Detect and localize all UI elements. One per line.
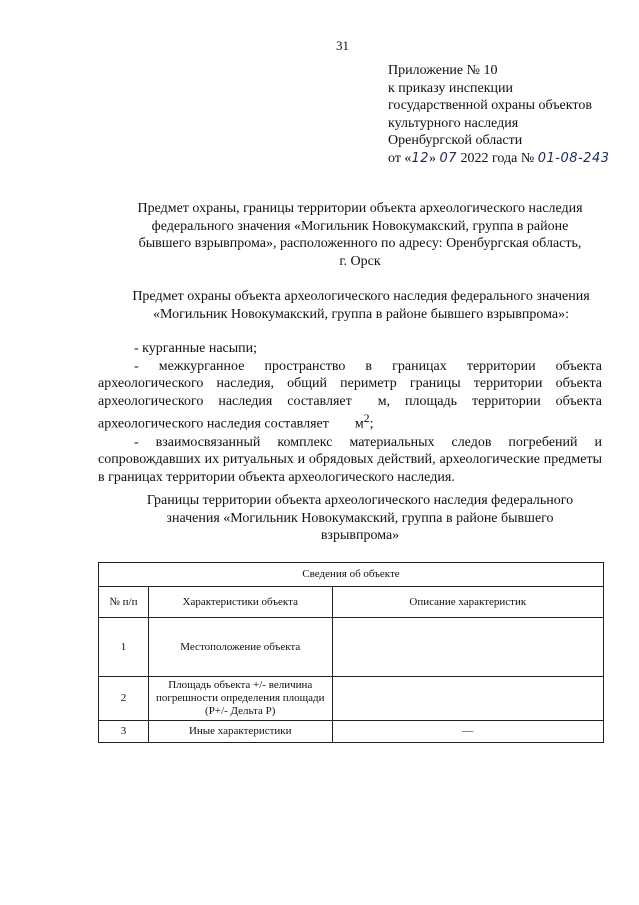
- heading-line: взрывпрома»: [320, 528, 400, 543]
- section-heading-boundaries: [100, 492, 620, 545]
- row-description: —: [332, 721, 603, 743]
- appendix-line: Оренбургской области: [388, 133, 523, 148]
- table-row: [99, 618, 604, 677]
- appendix-line: Приложение № 10: [388, 63, 498, 78]
- heading-line: значения «Могильник Новокумакский, группа в районе бывшего: [166, 510, 554, 526]
- appendix-header: [388, 62, 628, 167]
- row-number: 1: [99, 618, 149, 677]
- object-info-table: [98, 562, 604, 743]
- list-item: [98, 358, 602, 434]
- title-line: федерального значения «Могильник Новокумакский, группа в районе: [151, 218, 569, 234]
- document-title: [100, 200, 620, 270]
- item-text: м, площадь территории объекта археологического наследия составляет: [98, 393, 602, 433]
- list-item: - курганные насыпи;: [134, 341, 258, 356]
- table-caption-row: [99, 563, 604, 587]
- page-number: 31: [336, 38, 349, 53]
- row-description: [332, 618, 603, 677]
- column-header: Описание характеристик: [332, 587, 603, 618]
- day-suffix: »: [428, 150, 440, 166]
- appendix-line: к приказу инспекции: [388, 80, 514, 96]
- unit-text: м: [354, 417, 364, 433]
- handwritten-order-number: 01-08-243: [537, 150, 610, 166]
- table-caption: Сведения об объекте: [99, 563, 604, 587]
- row-description: [332, 677, 603, 721]
- item-end: ;: [369, 417, 374, 433]
- row-characteristic: Местоположение объекта: [148, 618, 332, 677]
- handwritten-month: 07: [439, 150, 458, 166]
- appendix-line: культурного наследия: [388, 115, 519, 131]
- heading-line: Предмет охраны объекта археологического наследия федерального значения: [132, 289, 590, 304]
- heading-line: «Могильник Новокумакский, группа в районе бывшего взрывпрома»:: [152, 306, 570, 322]
- title-line: бывшего взрывпрома», расположенного по адресу: Оренбургская область,: [138, 236, 582, 251]
- protection-items: [98, 340, 602, 486]
- row-number: 2: [99, 677, 149, 721]
- appendix-date-line: [388, 150, 628, 168]
- section-heading-protection: [96, 288, 626, 323]
- item-text: - межкурганное пространство в границах территории объекта археологического наследия, общий периметр границы территории объекта археологического наследия составляет: [98, 358, 602, 409]
- date-prefix: от «: [388, 150, 412, 166]
- year-text: 2022 года №: [457, 150, 538, 166]
- row-number: 3: [99, 721, 149, 743]
- title-line: Предмет охраны, границы территории объекта археологического наследия: [137, 201, 583, 216]
- table-header-row: [99, 587, 604, 618]
- handwritten-day: 12: [411, 150, 429, 166]
- unit-superscript: 2: [363, 412, 370, 426]
- table-row: [99, 721, 604, 743]
- column-header: № п/п: [99, 587, 149, 618]
- row-characteristic: Площадь объекта +/- величина погрешности определения площади (Р+/- Дельта Р): [148, 677, 332, 721]
- heading-line: Границы территории объекта археологического наследия федерального: [146, 493, 574, 508]
- appendix-line: государственной охраны объектов: [388, 98, 592, 113]
- title-line: г. Орск: [339, 253, 381, 269]
- list-item: - взаимосвязанный комплекс материальных следов погребений и сопровождавших их ритуальных и обрядовых действий, археологические предметы в границах территории объекта археологического наследия.: [98, 434, 602, 485]
- column-header: Характеристики объекта: [148, 587, 332, 618]
- row-characteristic: Иные характеристики: [148, 721, 332, 743]
- table-row: [99, 677, 604, 721]
